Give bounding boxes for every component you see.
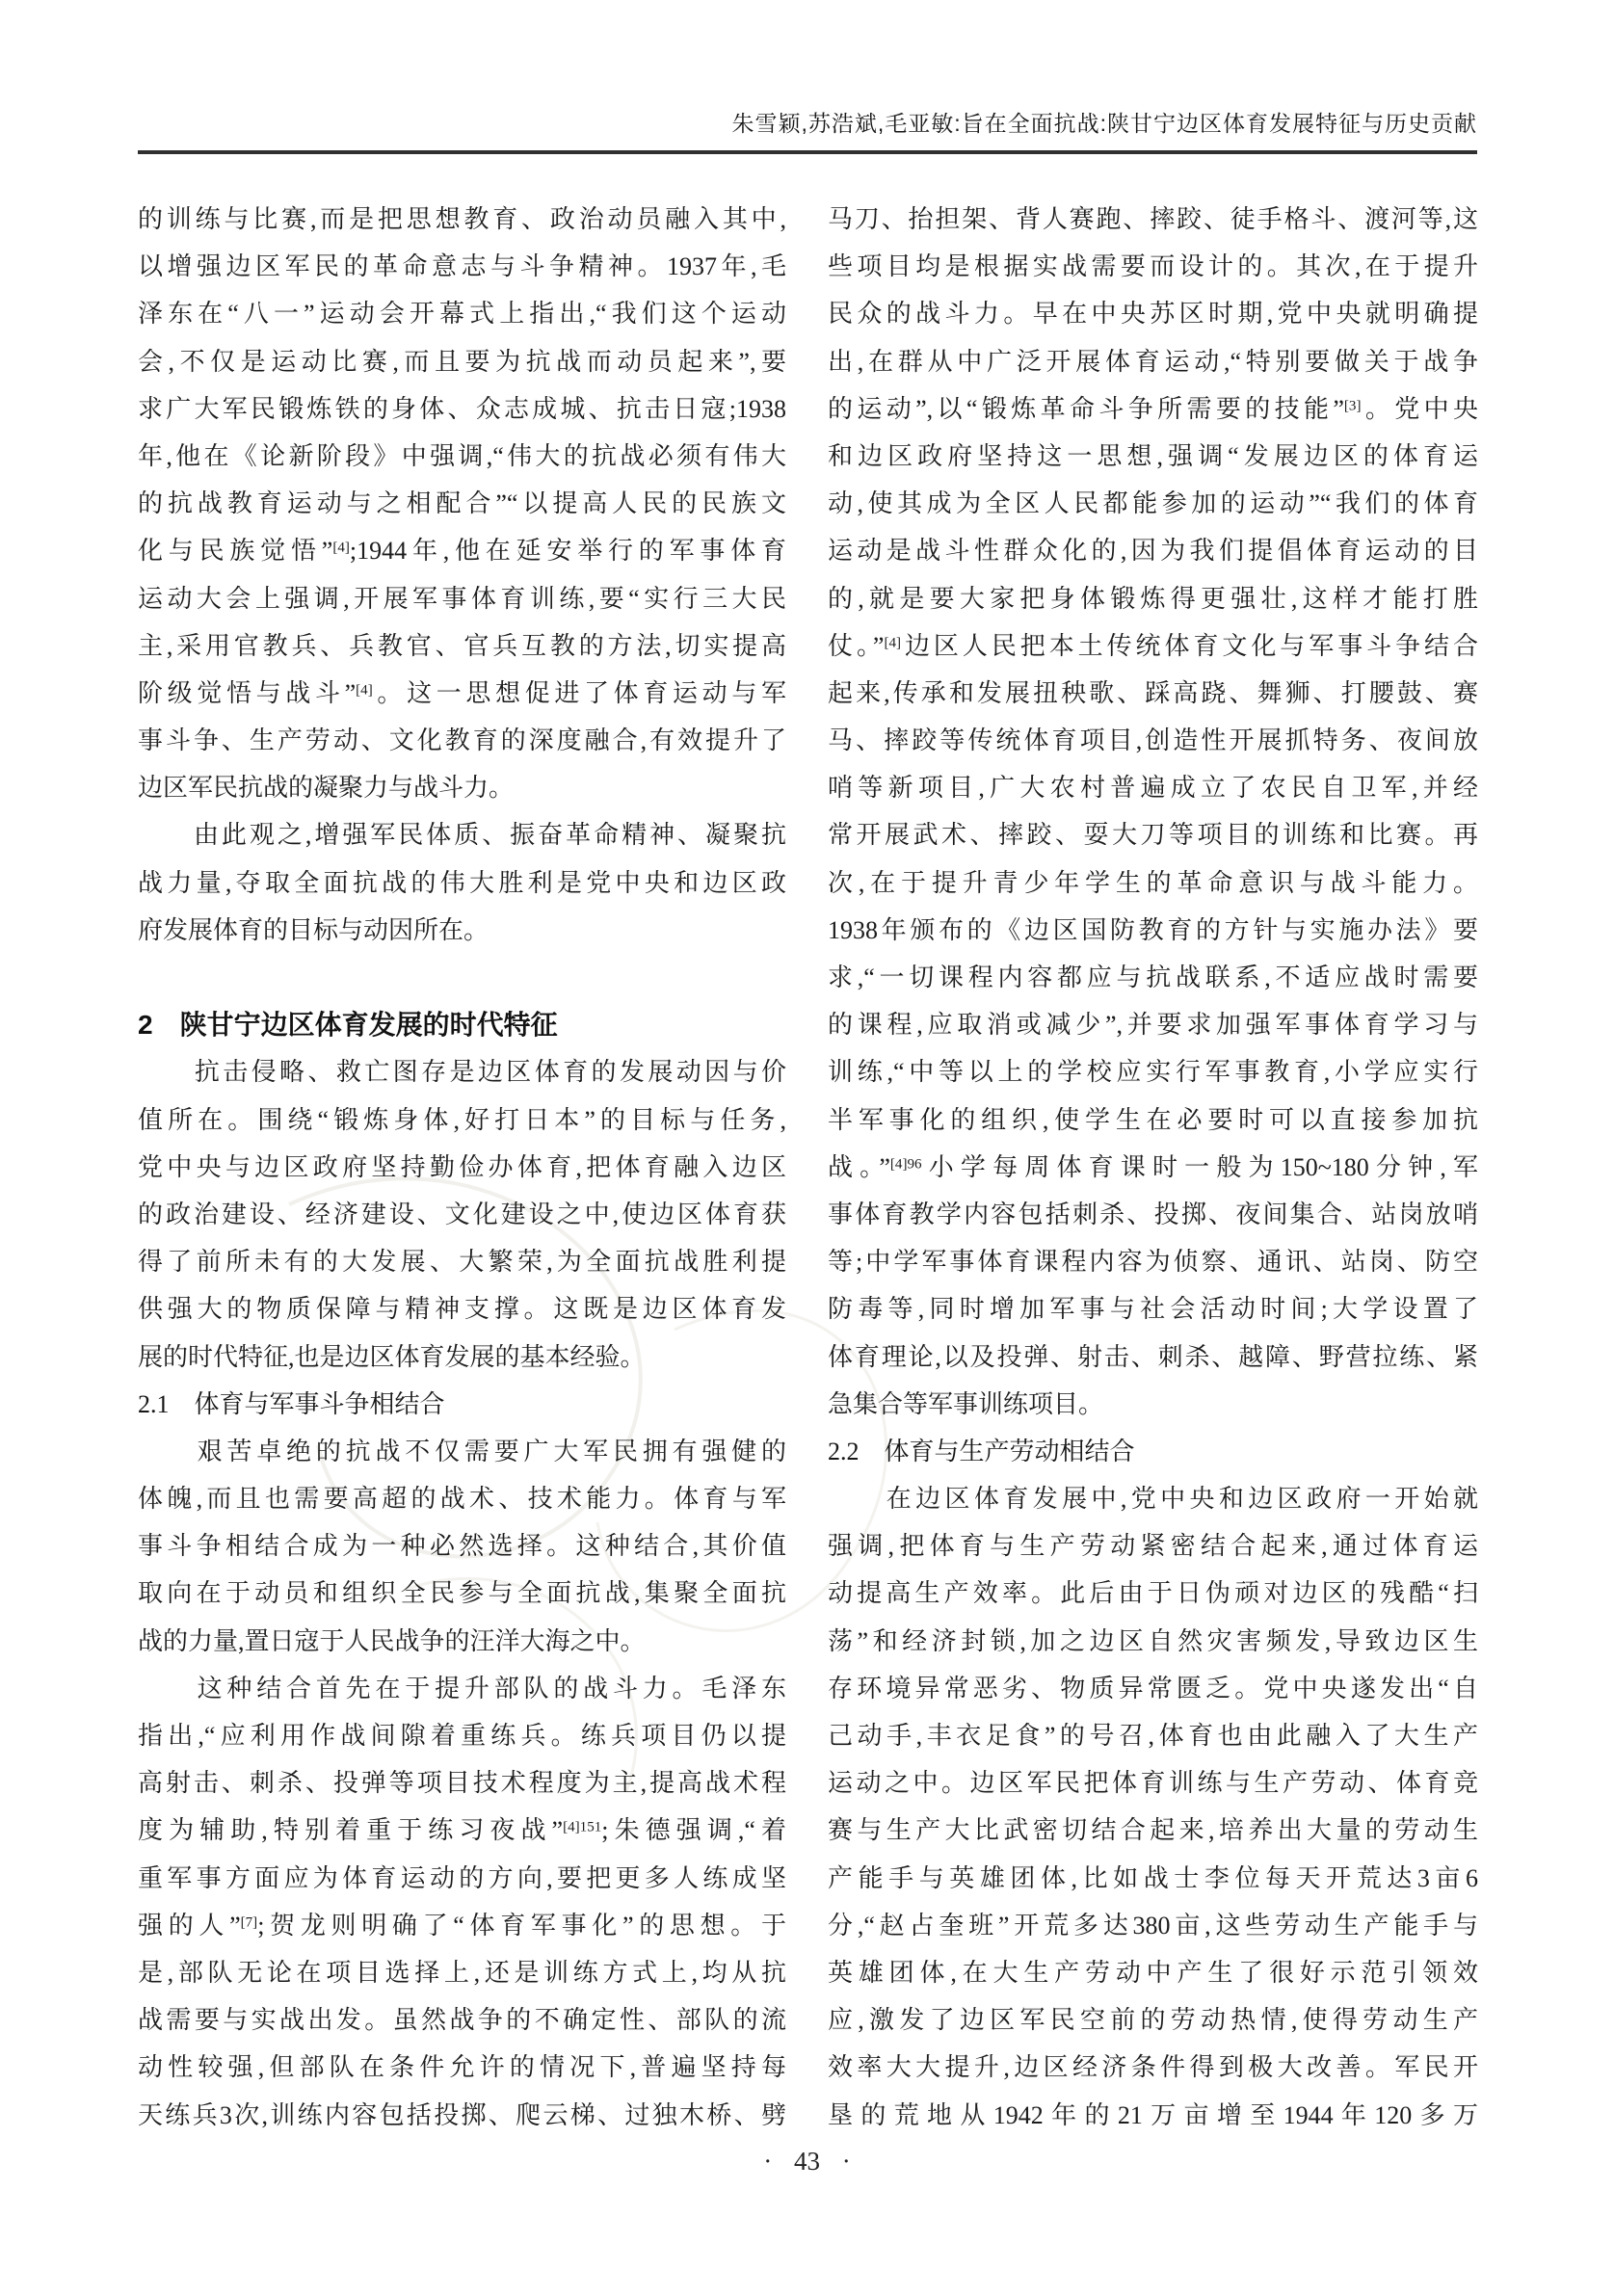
- text-line: 荡”和经济封锁,加之边区自然灾害频发,导致边区生: [828, 1626, 1478, 1655]
- text-line: 应,激发了边区军民空前的劳动热情,使得劳动生产: [828, 2006, 1478, 2035]
- text-line: 强的人”[7];贺龙则明确了“体育军事化”的思想。于: [138, 1911, 786, 1940]
- text-line: 的训练与比赛,而是把思想教育、政治动员融入其中,: [138, 205, 786, 233]
- text-line: 抗击侵略、救亡图存是边区体育的发展动因与价: [138, 1058, 786, 1087]
- text-line: 事斗争、生产劳动、文化教育的深度融合,有效提升了: [138, 726, 786, 755]
- text-line: 边区军民抗战的凝聚力与战斗力。: [138, 774, 515, 803]
- text-line: 值所在。围绕“锻炼身体,好打日本”的目标与任务,: [138, 1105, 786, 1134]
- text-line: 事体育教学内容包括刺杀、投掷、夜间集合、站岗放哨: [828, 1200, 1478, 1228]
- text-line: 的抗战教育运动与之相配合”“以提高人民的民族文: [138, 489, 786, 518]
- text-line: 这种结合首先在于提升部队的战斗力。毛泽东: [138, 1674, 786, 1702]
- text-line: 指出,“应利用作战间隙着重练兵。练兵项目仍以提: [138, 1722, 786, 1750]
- text-line: 体魄,而且也需要高超的战术、技术能力。体育与军: [138, 1485, 786, 1514]
- text-line: 半军事化的组织,使学生在必要时可以直接参加抗: [828, 1105, 1478, 1134]
- text-line: 运动是战斗性群众化的,因为我们提倡体育运动的目: [828, 537, 1478, 566]
- text-line: 等;中学军事体育课程内容为侦察、通讯、站岗、防空: [828, 1248, 1478, 1277]
- text-line: 事斗争相结合成为一种必然选择。这种结合,其价值: [138, 1532, 786, 1561]
- text-line: 的,就是要大家把身体锻炼得更强壮,这样才能打胜: [828, 584, 1478, 613]
- text-line: 战需要与实战出发。虽然战争的不确定性、部队的流: [138, 2006, 786, 2035]
- text-line: 民众的战斗力。早在中央苏区时期,党中央就明确提: [828, 300, 1478, 329]
- left-column: [138, 196, 786, 2139]
- text-line: 供强大的物质保障与精神支撑。这既是边区体育发: [138, 1295, 786, 1324]
- right-column: [828, 196, 1478, 2139]
- text-line: 年,他在《论新阶段》中强调,“伟大的抗战必须有伟大: [138, 441, 786, 470]
- running-title: 朱雪颖,苏浩斌,毛亚敏:旨在全面抗战:陕甘宁边区体育发展特征与历史贡献: [731, 111, 1477, 136]
- text-line: 得了前所未有的大发展、大繁荣,为全面抗战胜利提: [138, 1248, 786, 1277]
- text-line: 哨等新项目,广大农村普遍成立了农民自卫军,并经: [828, 774, 1478, 803]
- text-line: 2.2 体育与生产劳动相结合: [828, 1437, 1135, 1465]
- text-line: 强调,把体育与生产劳动紧密结合起来,通过体育运: [828, 1532, 1478, 1561]
- text-line: 2 陕甘宁边区体育发展的时代特征: [138, 1010, 558, 1041]
- text-line: 动,使其成为全区人民都能参加的运动”“我们的体育: [828, 489, 1478, 518]
- text-line: 存环境异常恶劣、物质异常匮乏。党中央遂发出“自: [828, 1674, 1478, 1702]
- text-line: 艰苦卓绝的抗战不仅需要广大军民拥有强健的: [138, 1437, 786, 1465]
- text-line: 党中央与边区政府坚持勤俭办体育,把体育融入边区: [138, 1152, 786, 1181]
- text-line: 取向在于动员和组织全民参与全面抗战,集聚全面抗: [138, 1579, 786, 1608]
- text-line: 运动之中。边区军民把体育训练与生产劳动、体育竞: [828, 1769, 1478, 1798]
- text-line: 产能手与英雄团体,比如战士李位每天开荒达3亩6: [828, 1863, 1478, 1892]
- text-line: 求,“一切课程内容都应与抗战联系,不适应战时需要: [828, 963, 1478, 991]
- text-line: 战的力量,置日寇于人民战争的汪洋大海之中。: [138, 1626, 646, 1655]
- text-line: 马、摔跤等传统体育项目,创造性开展抓特务、夜间放: [828, 726, 1478, 755]
- text-line: 赛与生产大比武密切结合起来,培养出大量的劳动生: [828, 1816, 1478, 1845]
- text-line: 动提高生产效率。此后由于日伪顽对边区的残酷“扫: [828, 1579, 1478, 1608]
- text-line: 求广大军民锻炼铁的身体、众志成城、抗击日寇;1938: [138, 394, 786, 423]
- text-line: 主,采用官教兵、兵教官、官兵互教的方法,切实提高: [138, 631, 786, 660]
- text-line: 重军事方面应为体育运动的方向,要把更多人练成坚: [138, 1863, 786, 1892]
- header-rule: [138, 150, 1477, 154]
- text-line: 动性较强,但部队在条件允许的情况下,普遍坚持每: [138, 2053, 786, 2082]
- text-line: 由此观之,增强军民体质、振奋革命精神、凝聚抗: [138, 821, 786, 850]
- text-line: 急集合等军事训练项目。: [828, 1389, 1104, 1418]
- text-line: 常开展武术、摔跤、耍大刀等项目的训练和比赛。再: [828, 821, 1478, 850]
- text-line: 以增强边区军民的革命意志与斗争精神。1937年,毛: [138, 252, 786, 281]
- text-line: 泽东在“八一”运动会开幕式上指出,“我们这个运动: [138, 300, 786, 329]
- text-line: 效率大大提升,边区经济条件得到极大改善。军民开: [828, 2053, 1478, 2082]
- text-line: 垦的荒地从1942年的21万亩增至1944年120多万: [828, 2100, 1478, 2129]
- text-line: 训练,“中等以上的学校应实行军事教育,小学应实行: [828, 1058, 1478, 1087]
- text-line: 战。”$^{[4]96}$小学每周体育课时一般为150~180分钟,军: [828, 1152, 1478, 1181]
- text-line: 分,“赵占奎班”开荒多达380亩,这些劳动生产能手与: [828, 1911, 1478, 1940]
- text-line: 和边区政府坚持这一思想,强调“发展边区的体育运: [828, 441, 1478, 470]
- text-line: 的课程,应取消或减少”,并要求加强军事体育学习与: [828, 1011, 1478, 1040]
- text-line: 天练兵3次,训练内容包括投掷、爬云梯、过独木桥、劈: [138, 2100, 786, 2129]
- text-line: 英雄团体,在大生产劳动中产生了很好示范引领效: [828, 1958, 1478, 1987]
- text-line: 次,在于提升青少年学生的革命意识与战斗能力。: [828, 868, 1478, 897]
- text-line: 起来,传承和发展扭秧歌、踩高跷、舞狮、打腰鼓、赛: [828, 678, 1478, 707]
- text-line: 是,部队无论在项目选择上,还是训练方式上,均从抗: [138, 1958, 786, 1987]
- text-line: 展的时代特征,也是边区体育发展的基本经验。: [138, 1342, 646, 1371]
- text-line: 高射击、刺杀、投弹等项目技术程度为主,提高战术程: [138, 1769, 786, 1798]
- text-line: 防毒等,同时增加军事与社会活动时间;大学设置了: [828, 1295, 1478, 1324]
- text-line: 的政治建设、经济建设、文化建设之中,使边区体育获: [138, 1200, 786, 1228]
- text-line: [138, 954, 786, 1001]
- text-line: 1938年颁布的《边区国防教育的方针与实施办法》要: [828, 915, 1478, 944]
- text-line: 化与民族觉悟”[4];1944年,他在延安举行的军事体育: [138, 537, 786, 566]
- text-line: 些项目均是根据实战需要而设计的。其次,在于提升: [828, 252, 1478, 281]
- text-line: 仗。”[4]边区人民把本土传统体育文化与军事斗争结合: [828, 631, 1478, 660]
- text-line: 阶级觉悟与战斗”[4]。这一思想促进了体育运动与军: [138, 678, 786, 707]
- text-line: 府发展体育的目标与动因所在。: [138, 915, 489, 944]
- text-line: 体育理论,以及投弹、射击、刺杀、越障、野营拉练、紧: [828, 1342, 1478, 1371]
- text-line: 马刀、抬担架、背人赛跑、摔跤、徒手格斗、渡河等,这: [828, 205, 1478, 233]
- text-line: 己动手,丰衣足食”的号召,体育也由此融入了大生产: [828, 1722, 1478, 1750]
- text-line: 战力量,夺取全面抗战的伟大胜利是党中央和边区政: [138, 868, 786, 897]
- text-line: 的运动”,以“锻炼革命斗争所需要的技能”[3]。党中央: [828, 394, 1478, 423]
- text-line: 会,不仅是运动比赛,而且要为抗战而动员起来”,要: [138, 347, 786, 376]
- text-line: 运动大会上强调,开展军事体育训练,要“实行三大民: [138, 584, 786, 613]
- text-line: 出,在群从中广泛开展体育运动,“特别要做关于战争: [828, 347, 1478, 376]
- text-line: 在边区体育发展中,党中央和边区政府一开始就: [828, 1485, 1478, 1514]
- text-line: 度为辅助,特别着重于练习夜战”$^{[4]151}$;朱德强调,“着: [138, 1816, 786, 1845]
- text-line: 2.1 体育与军事斗争相结合: [138, 1389, 445, 1418]
- page-number: · 43 ·: [763, 2147, 851, 2176]
